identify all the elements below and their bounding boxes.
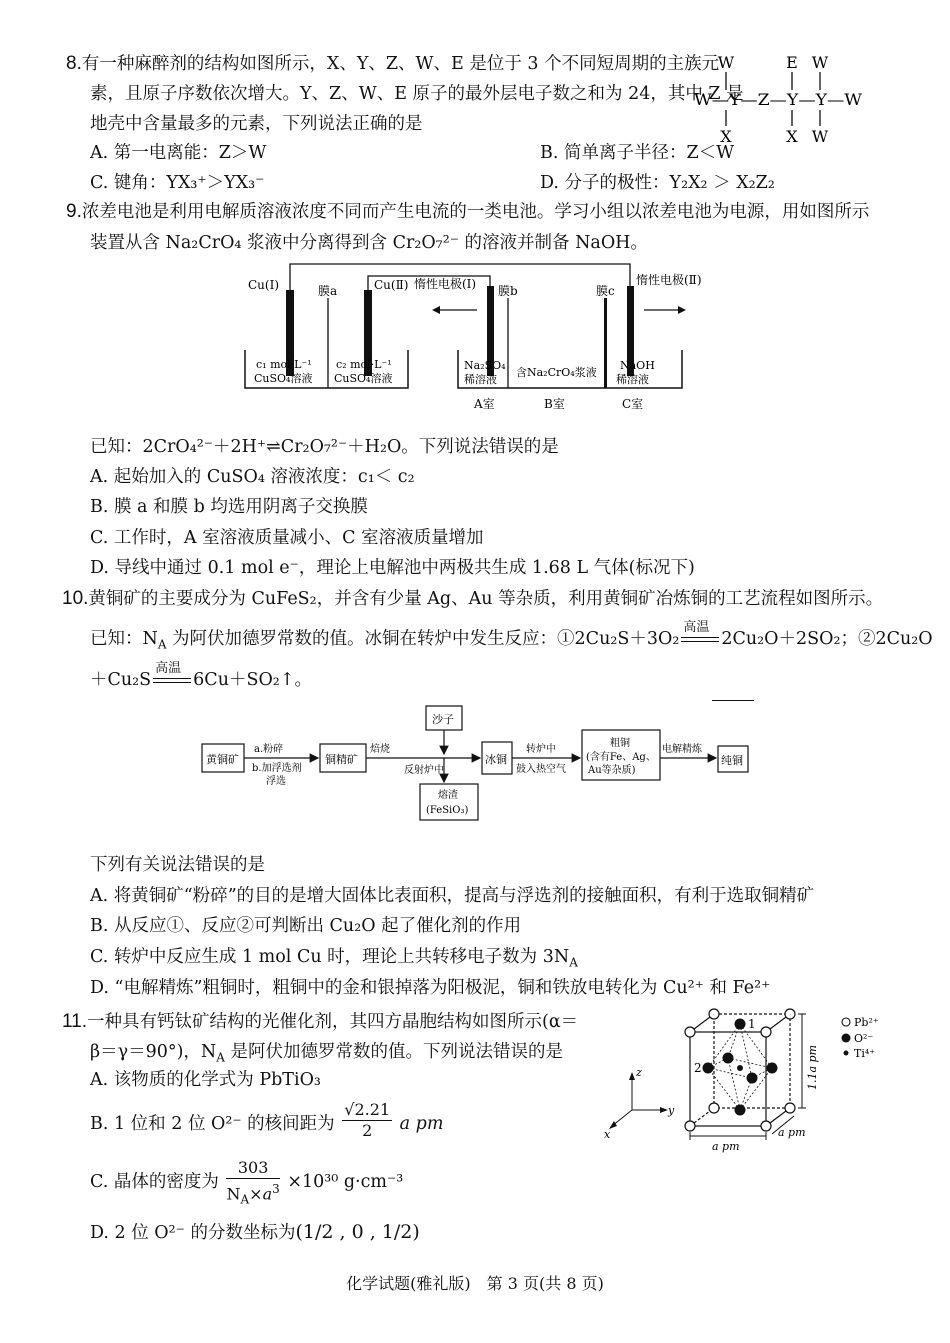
atom-w-bottom-right: W (811, 127, 829, 146)
q10-stem-2c: 2Cu₂O＋2SO₂；②2Cu₂O (721, 629, 933, 649)
atom-x-bottom-left: X (720, 127, 732, 146)
q11-unit-cell-diagram (598, 1000, 898, 1160)
q10-option-c: C. 转炉中反应生成 1 mol Cu 时，理论上共转移电子数为 $3N_A$ (90, 947, 578, 970)
label-solution-1b: CuSO₄溶液 (254, 372, 313, 385)
label-membrane-c: 膜c (596, 284, 615, 298)
q11-stem-2b: 是阿伏加德罗常数的值。下列说法错误的是 (224, 1042, 563, 1062)
flow-converter: 转炉中 (526, 744, 556, 755)
label-solution-c2: 稀溶液 (616, 373, 649, 386)
q10-line-2: 已知：$N_A$ 为阿伏加德罗常数的值。冰铜在转炉中发生反应：①2Cu₂S＋3O₂ 高温 2Cu₂O＋2SO₂；②2Cu₂O (90, 627, 933, 657)
q11-number: 11. (62, 1011, 88, 1032)
label-solution-c1: NaOH (620, 359, 655, 372)
page-footer: 化学试题(雅礼版) 第 3 页(共 8 页) (346, 1274, 604, 1293)
axis-x-label: x (604, 1128, 611, 1141)
q8-stem-2: 素，且原子序数依次增大。Y、Z、W、E 原子的最外层电子数之和为 24，其中 Z 是 (90, 84, 744, 104)
q11-option-d-pre: D. 2 位 O²⁻ 的分数坐标为 (90, 1223, 296, 1243)
axis-z-label: z (636, 1066, 642, 1079)
q8-molecule-diagram (690, 50, 870, 150)
q8-option-a: A. 第一电离能：Z＞W (90, 143, 267, 163)
q9-stem-1: 浓差电池是利用电解质溶液浓度不同而产生电流的一类电池。学习小组以浓差电池为电源，用如图所示 (81, 202, 870, 222)
flow-sand: 沙子 (432, 713, 454, 726)
flow-furnace: 反射炉中 (404, 765, 444, 776)
flow-crude-2: (含有Fe、Ag、 (586, 752, 656, 763)
q9-option-c: C. 工作时，A 室溶液质量减小、C 室溶液质量增加 (90, 528, 484, 548)
q11-stem-2a: β＝γ＝90°)，N (90, 1042, 217, 1062)
legend-o: O²⁻ (854, 1032, 874, 1045)
q11-option-c-post: ×10³⁰ g·cm⁻³ (287, 1172, 404, 1192)
flow-step-b1: b.加浮选剂 (252, 763, 302, 774)
q10-stem-3b: 6Cu＋SO₂↑。 (193, 670, 312, 690)
flow-pure: 纯铜 (721, 754, 743, 767)
atom-chain: W—Y—Z—Y—Y—W (694, 90, 863, 109)
q11-option-b-post: a pm (399, 1114, 444, 1134)
q10-stem-1: 黄铜矿的主要成分为 CuFeS₂，并含有少量 Ag、Au 等杂质，利用黄铜矿冶炼铜的工艺流程如图所示。 (88, 589, 884, 609)
flow-step-a: a.粉碎 (254, 744, 284, 755)
q9-cell-diagram (240, 258, 710, 418)
q10-condition-1: 高温 (683, 619, 710, 635)
q11-option-c-num: 303 (226, 1158, 279, 1179)
legend-pb: Pb²⁺ (854, 1016, 879, 1029)
flow-slag-2: (FeSiO₃) (426, 805, 469, 816)
label-cu2: Cu(Ⅱ) (374, 278, 409, 292)
q10-stem-2b: 为阿伏加德罗常数的值。冰铜在转炉中发生反应：①2Cu₂S＋3O₂ (166, 629, 680, 649)
label-inert1: 惰性电极(Ⅰ) (414, 277, 477, 291)
q9-option-b: B. 膜 a 和膜 b 均选用阴离子交换膜 (90, 497, 368, 517)
label-solution-a2: 稀溶液 (464, 373, 497, 386)
q10-flowchart (198, 702, 768, 827)
flow-concentrate: 铜精矿 (325, 753, 358, 766)
q11-option-b-num: √2.21 (344, 1100, 391, 1119)
q10-option-d: D. “电解精炼”粗铜时，粗铜中的金和银掉落为阳极泥，铜和铁放电转化为 Cu²⁺ 和 Fe²⁺ (90, 978, 771, 998)
flow-air: 鼓入热空气 (516, 764, 566, 775)
q8-stem-1: 有一种麻醉剂的结构如图所示，X、Y、Z、W、E 是位于 3 个不同短周期的主族元 (81, 54, 720, 74)
q9-number: 9. (66, 201, 82, 222)
q11-line-1 (62, 1010, 578, 1034)
flow-refine: 电解精炼 (662, 744, 702, 755)
label-solution-1a: c₁ mol·L⁻¹ (256, 358, 312, 371)
atom-e-top: E (786, 53, 798, 72)
dimension-height: 1.1a pm (806, 1044, 819, 1090)
q11-option-c-den: N (226, 1184, 241, 1204)
label-room-a: A室 (474, 397, 495, 411)
q8-option-b: B. 简单离子半径：Z＜W (540, 143, 735, 163)
q9-known: 已知：2CrO₄²⁻＋2H⁺⇌Cr₂O₇²⁻＋H₂O。下列说法错误的是 (90, 437, 559, 457)
q10-number: 10. (62, 588, 89, 609)
q10-option-b: B. 从反应①、反应②可判断出 Cu₂O 起了催化剂的作用 (90, 916, 522, 936)
q11-option-b (90, 1100, 443, 1150)
label-solution-a1: Na₂SO₄ (464, 359, 506, 372)
q9-option-a: A. 起始加入的 CuSO₄ 溶液浓度：c₁＜ c₂ (90, 467, 415, 487)
q10-condition-2: 高温 (155, 660, 182, 676)
label-inert2: 惰性电极(Ⅱ) (636, 273, 702, 287)
q10-stem-2a: 已知：N (90, 629, 158, 649)
q10-stem-3a: ＋Cu₂S (90, 670, 152, 690)
q11-option-c: C. 晶体的密度为 $\frac{303}{N_A\times a^3}$ ×10³⁰ g·cm⁻³ (90, 1158, 404, 1207)
flow-crude-1: 粗铜 (610, 738, 630, 749)
q11-option-a: A. 该物质的化学式为 PbTiO₃ (90, 1070, 321, 1090)
q11-option-c-pre: C. 晶体的密度为 (90, 1172, 219, 1192)
q8-option-c: C. 键角：YX₃⁺＞YX₃⁻ (90, 173, 265, 193)
stray-rule (712, 700, 754, 701)
position-1-label: 1 (748, 1017, 756, 1031)
flow-roast: 焙烧 (370, 744, 390, 755)
flow-slag-1: 熔渣 (438, 790, 458, 801)
q8-stem-3: 地壳中含量最多的元素，下列说法正确的是 (90, 114, 423, 134)
atom-w-top-right: W (811, 53, 829, 72)
q8-number: 8. (66, 53, 82, 74)
q9-option-d: D. 导线中通过 0.1 mol e⁻，理论上电解池中两极共生成 1.68 L 气体(标况下) (90, 558, 695, 578)
q10-option-c-text: C. 转炉中反应生成 1 mol Cu 时，理论上共转移电子数为 3N (90, 947, 570, 967)
label-room-c: C室 (622, 397, 644, 411)
label-membrane-b: 膜b (498, 284, 518, 298)
q11-option-b-den: 2 (362, 1121, 373, 1140)
legend-ti: Ti⁴⁺ (854, 1047, 876, 1060)
q9-stem-2: 装置从含 Na₂CrO₄ 浆液中分离得到含 Cr₂O₇²⁻ 的溶液并制备 NaOH。 (90, 233, 648, 253)
atom-x-bottom-mid: X (786, 127, 798, 146)
q10-prompt: 下列有关说法错误的是 (90, 855, 265, 875)
label-solution-2b: CuSO₄溶液 (334, 372, 393, 385)
flow-crude-3: Au等杂质) (588, 765, 636, 776)
q11-stem-1: 一种具有钙钛矿结构的光催化剂，其四方晶胞结构如图所示(α＝ (87, 1012, 579, 1032)
axis-y-label: y (668, 1104, 675, 1117)
q10-option-a: A. 将黄铜矿“粉碎”的目的是增大固体比表面积，提高与浮选剂的接触面积，有利于选取铜精矿 (90, 886, 815, 906)
atom-w-top-left: W (717, 53, 735, 72)
flow-step-b2: 浮选 (266, 776, 286, 787)
q9-line-1 (66, 200, 869, 224)
q10-line-1 (62, 587, 883, 611)
q8-option-d: D. 分子的极性：Y₂X₂ ＞ X₂Z₂ (540, 173, 775, 193)
flow-ore: 黄铜矿 (206, 753, 239, 766)
dimension-width-a: a pm (712, 1140, 740, 1153)
q8-line-1 (66, 52, 719, 76)
q11-option-b-pre: B. 1 位和 2 位 O²⁻ 的核间距为 (90, 1114, 335, 1134)
label-cu1: Cu(Ⅰ) (248, 278, 280, 292)
label-solution-b: 含Na₂CrO₄浆液 (516, 366, 597, 379)
dimension-width-b: a pm (778, 1126, 806, 1139)
position-2-label: 2 (694, 1061, 702, 1075)
q11-option-d-coord: (1/2 , 0 , 1/2) (295, 1221, 420, 1243)
label-solution-2a: c₂ mol·L⁻¹ (336, 358, 392, 371)
q11-line-2: β＝γ＝90°)，$N_A$ 是阿伏加德罗常数的值。下列说法错误的是 (90, 1042, 563, 1065)
label-membrane-a: 膜a (318, 284, 338, 298)
q10-line-3 (90, 660, 312, 692)
label-room-b: B室 (544, 397, 565, 411)
flow-matte: 冰铜 (485, 753, 507, 766)
q11-option-d (90, 1220, 420, 1260)
